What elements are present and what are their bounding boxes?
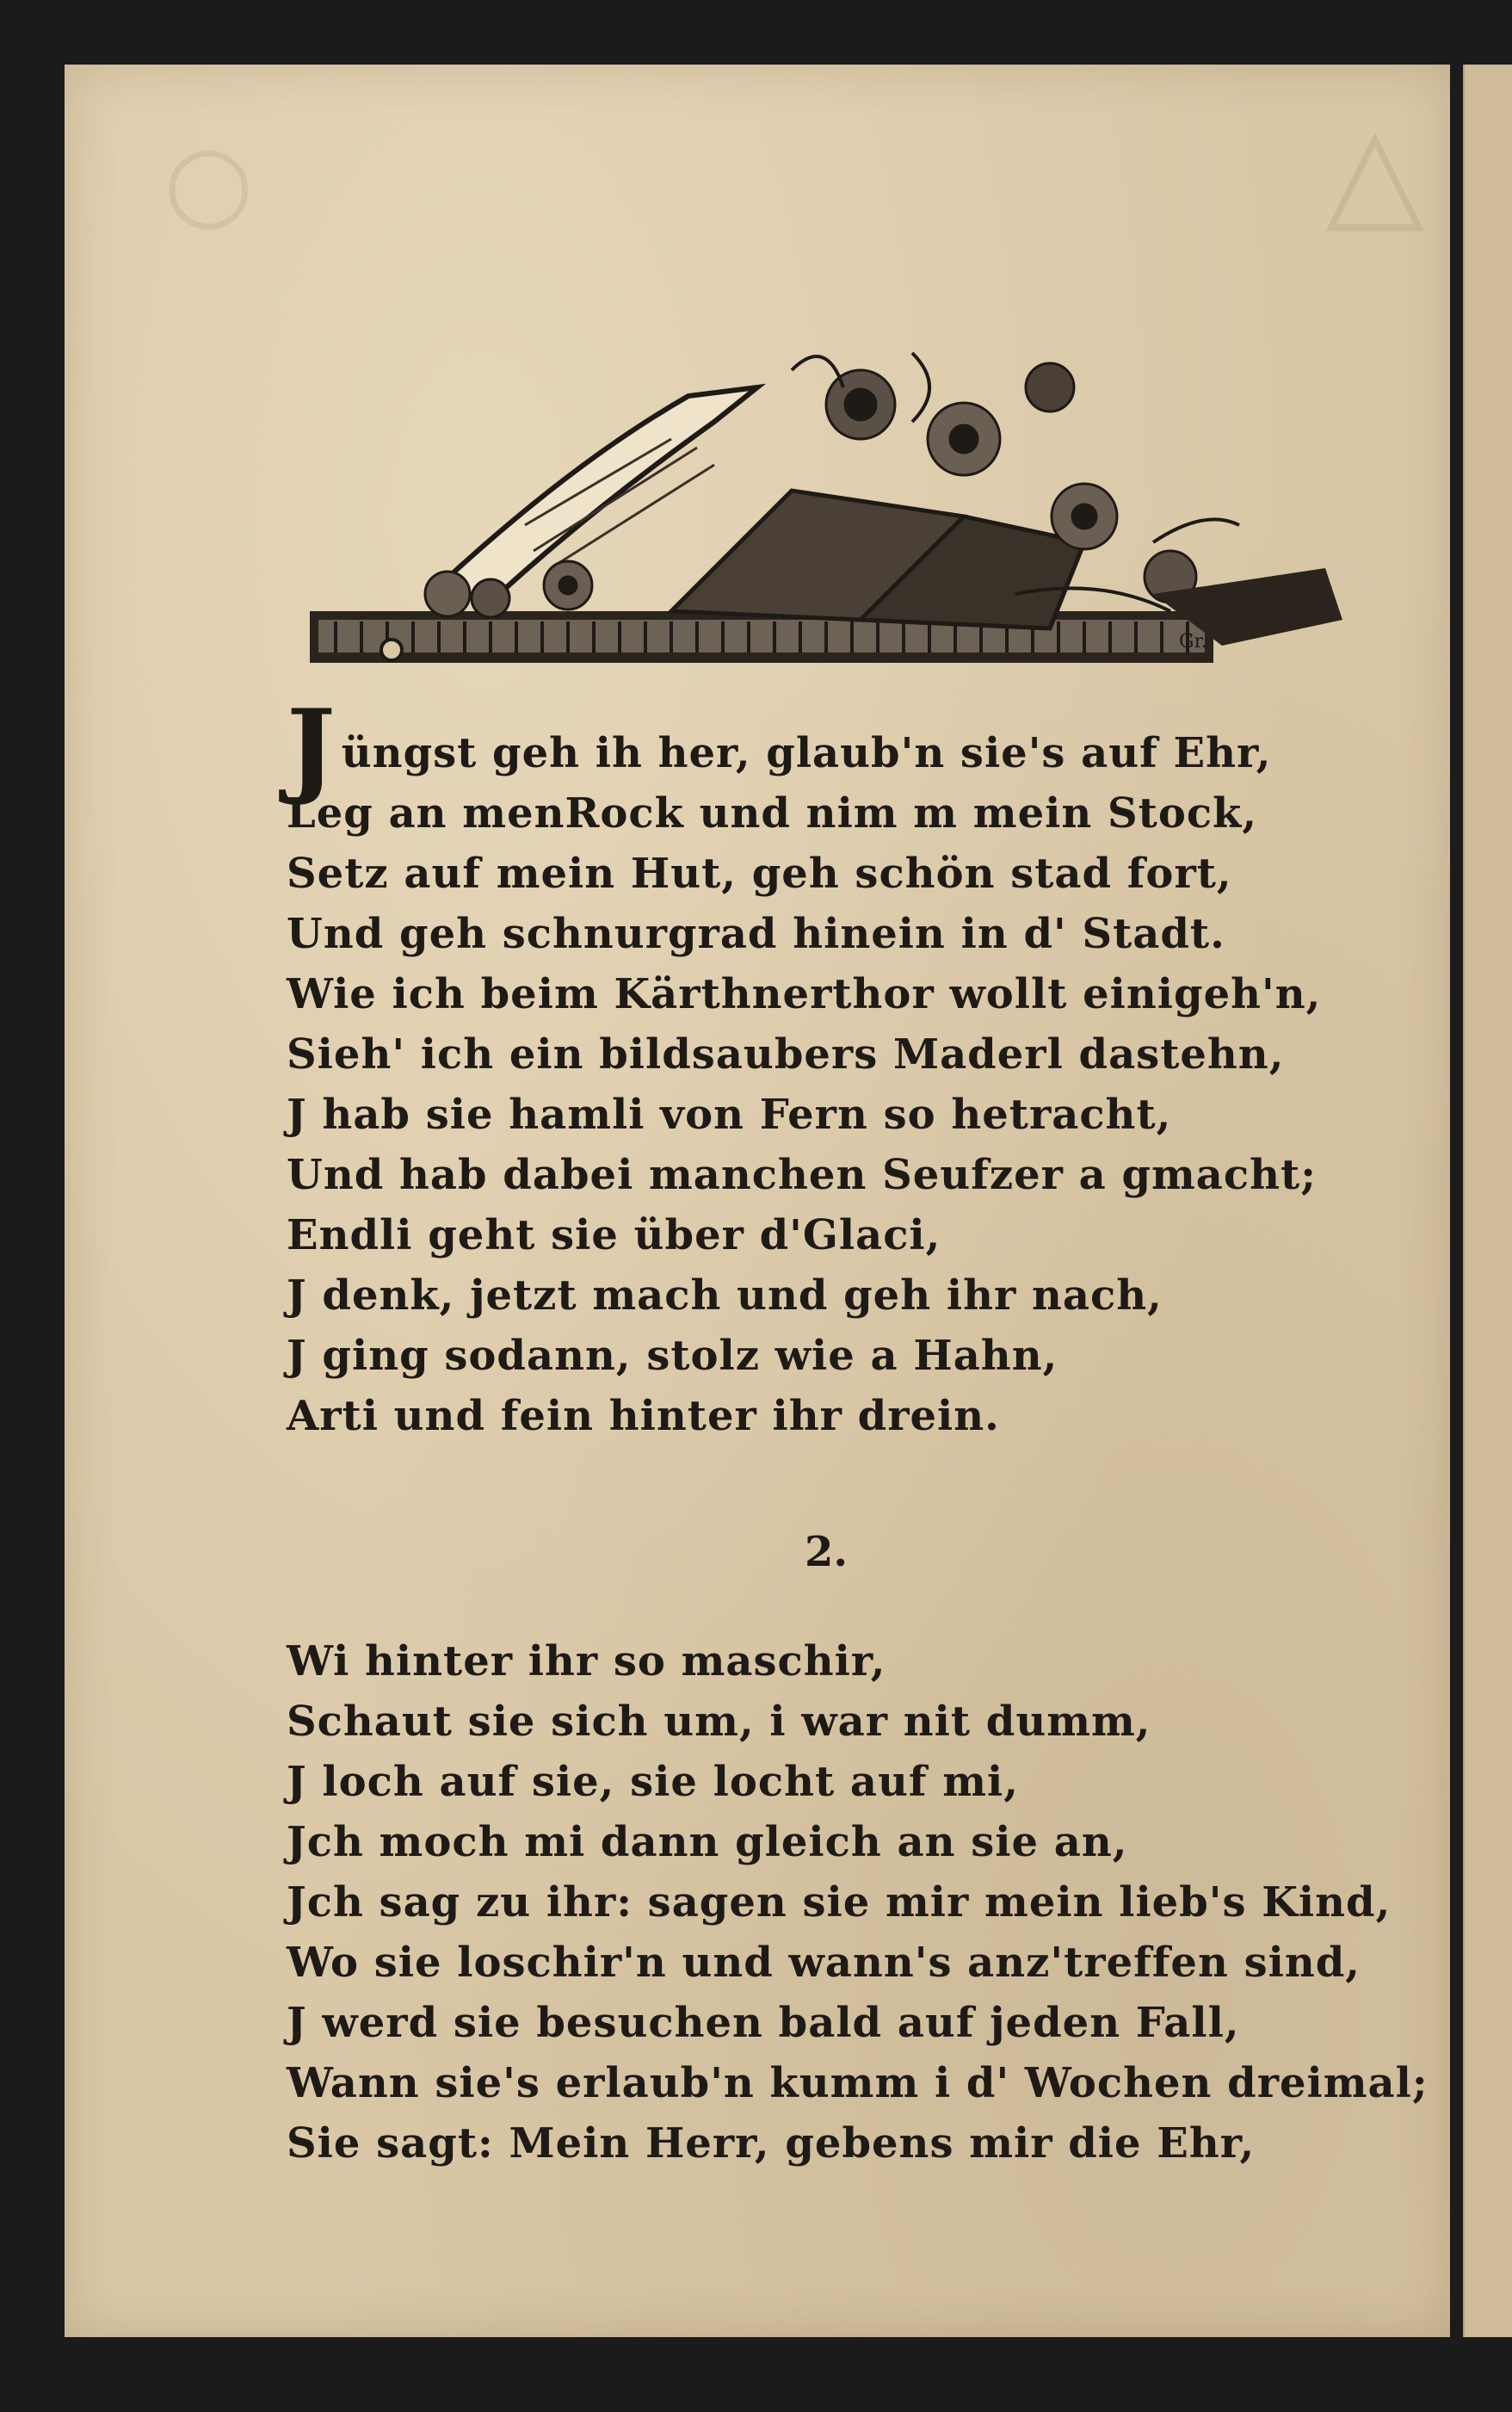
verse-line: J hab sie hamli von Fern so hetracht, [287,1091,1172,1139]
verse-line: Schaut sie sich um, i war nit dumm, [287,1698,1151,1746]
stanza-1 [287,687,1423,1446]
stanza-number: 2. [804,1528,849,1576]
verse-line: Jüngst geh ih her, glaub'n sie's auf Ehr, [287,687,1272,808]
verse-line: J loch auf sie, sie locht auf mi, [287,1758,1019,1806]
svg-text:Gr.: Gr. [1179,631,1207,652]
verse-line: J werd sie besuchen bald auf jeden Fall, [287,1999,1240,2047]
verse-line: Jch sag zu ihr: sagen sie mir mein lieb's Kind, [287,1878,1392,1927]
show-through-letter: △ [1325,95,1425,246]
verse-line: Leg an menRock und nim m mein Stock, [287,789,1258,838]
verse-line: Arti und fein hinter ihr drein. [287,1392,1000,1440]
stanza-2 [287,1631,1429,2174]
show-through-marks: ○ [164,121,254,242]
verse-line: Wo sie loschir'n und wann's anz'treffen sind, [287,1939,1361,1987]
verse-line: Wie ich beim Kärthnerthor wollt einigeh'n, [287,970,1322,1018]
verse-line: J denk, jetzt mach und geh ihr nach, [287,1271,1163,1320]
verse-line: J ging sodann, stolz wie a Hahn, [287,1332,1058,1380]
verse-line: Setz auf mein Hut, geh schön stad fort, [287,850,1232,898]
verse-line: Sie sagt: Mein Herr, gebens mir die Ehr, [287,2119,1256,2168]
flower-book-vignette [310,336,1351,680]
page-edge [1463,65,1512,2337]
drop-cap: J [287,687,336,808]
verse-line: Wi hinter ihr so maschir, [287,1637,886,1685]
verse-line: Sieh' ich ein bildsaubers Maderl dastehn, [287,1030,1285,1079]
verse-line: Jch moch mi dann gleich an sie an, [287,1818,1128,1866]
verse-line: Und geh schnurgrad hinein in d' Stadt. [287,910,1225,958]
verse-line: Wann sie's erlaub'n kumm i d' Wochen dreimal; [287,2059,1429,2107]
verse-line: Und hab dabei manchen Seufzer a gmacht; [287,1151,1317,1199]
verse-line: Endli geht sie über d'Glaci, [287,1211,941,1259]
